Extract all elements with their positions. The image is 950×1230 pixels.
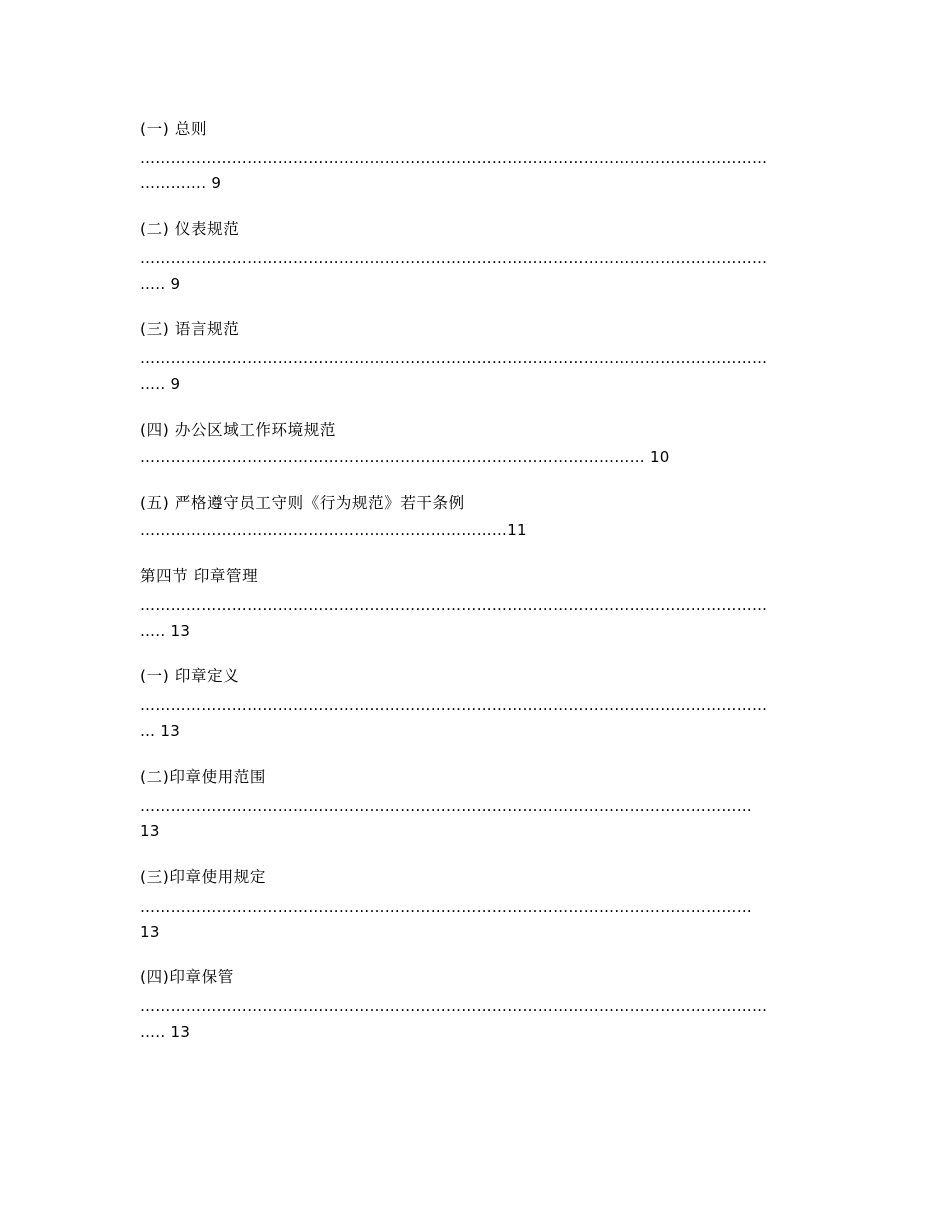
- toc-entry-title: (四) 办公区域工作环境规范: [140, 421, 336, 439]
- toc-leader-dots: ……………………………………………………………………………………… 10: [140, 448, 670, 466]
- toc-leader-dots: ……………………………………………………………………………………………………………: [140, 149, 768, 167]
- toc-leader-dots: ………………………………………………………………11: [140, 521, 527, 539]
- toc-entry-title: (四)印章保管: [140, 968, 234, 986]
- toc-page-number: 13: [140, 923, 160, 941]
- toc-leader-dots: ……………………………………………………………………………………………………………: [140, 596, 768, 614]
- toc-section-title: 第四节 印章管理: [140, 567, 259, 585]
- toc-page-number: 13: [140, 822, 160, 840]
- toc-entry-title: (三) 语言规范: [140, 320, 240, 338]
- toc-page-number: …………. 9: [140, 174, 222, 192]
- toc-page-number: ….. 9: [140, 275, 181, 293]
- toc-entry-title: (一) 总则: [140, 120, 208, 138]
- toc-entry-title: (二) 仪表规范: [140, 220, 240, 238]
- toc-page-number: ….. 13: [140, 1023, 191, 1041]
- toc-leader-dots: …………………………………………………………………………………………………………: [140, 898, 752, 916]
- toc-entry-title: (二)印章使用范围: [140, 768, 266, 786]
- toc-entry-title: (三)印章使用规定: [140, 868, 266, 886]
- toc-leader-dots: ……………………………………………………………………………………………………………: [140, 349, 768, 367]
- toc-page-number: ….. 9: [140, 375, 181, 393]
- toc-leader-dots: ……………………………………………………………………………………………………………: [140, 696, 768, 714]
- toc-leader-dots: ……………………………………………………………………………………………………………: [140, 997, 768, 1015]
- toc-entry-title: (五) 严格遵守员工守则《行为规范》若干条例: [140, 494, 465, 512]
- toc-leader-dots: …………………………………………………………………………………………………………: [140, 797, 752, 815]
- toc-page-number: … 13: [140, 722, 181, 740]
- toc-page-number: ….. 13: [140, 622, 191, 640]
- toc-entry-title: (一) 印章定义: [140, 667, 240, 685]
- toc-leader-dots: ……………………………………………………………………………………………………………: [140, 249, 768, 267]
